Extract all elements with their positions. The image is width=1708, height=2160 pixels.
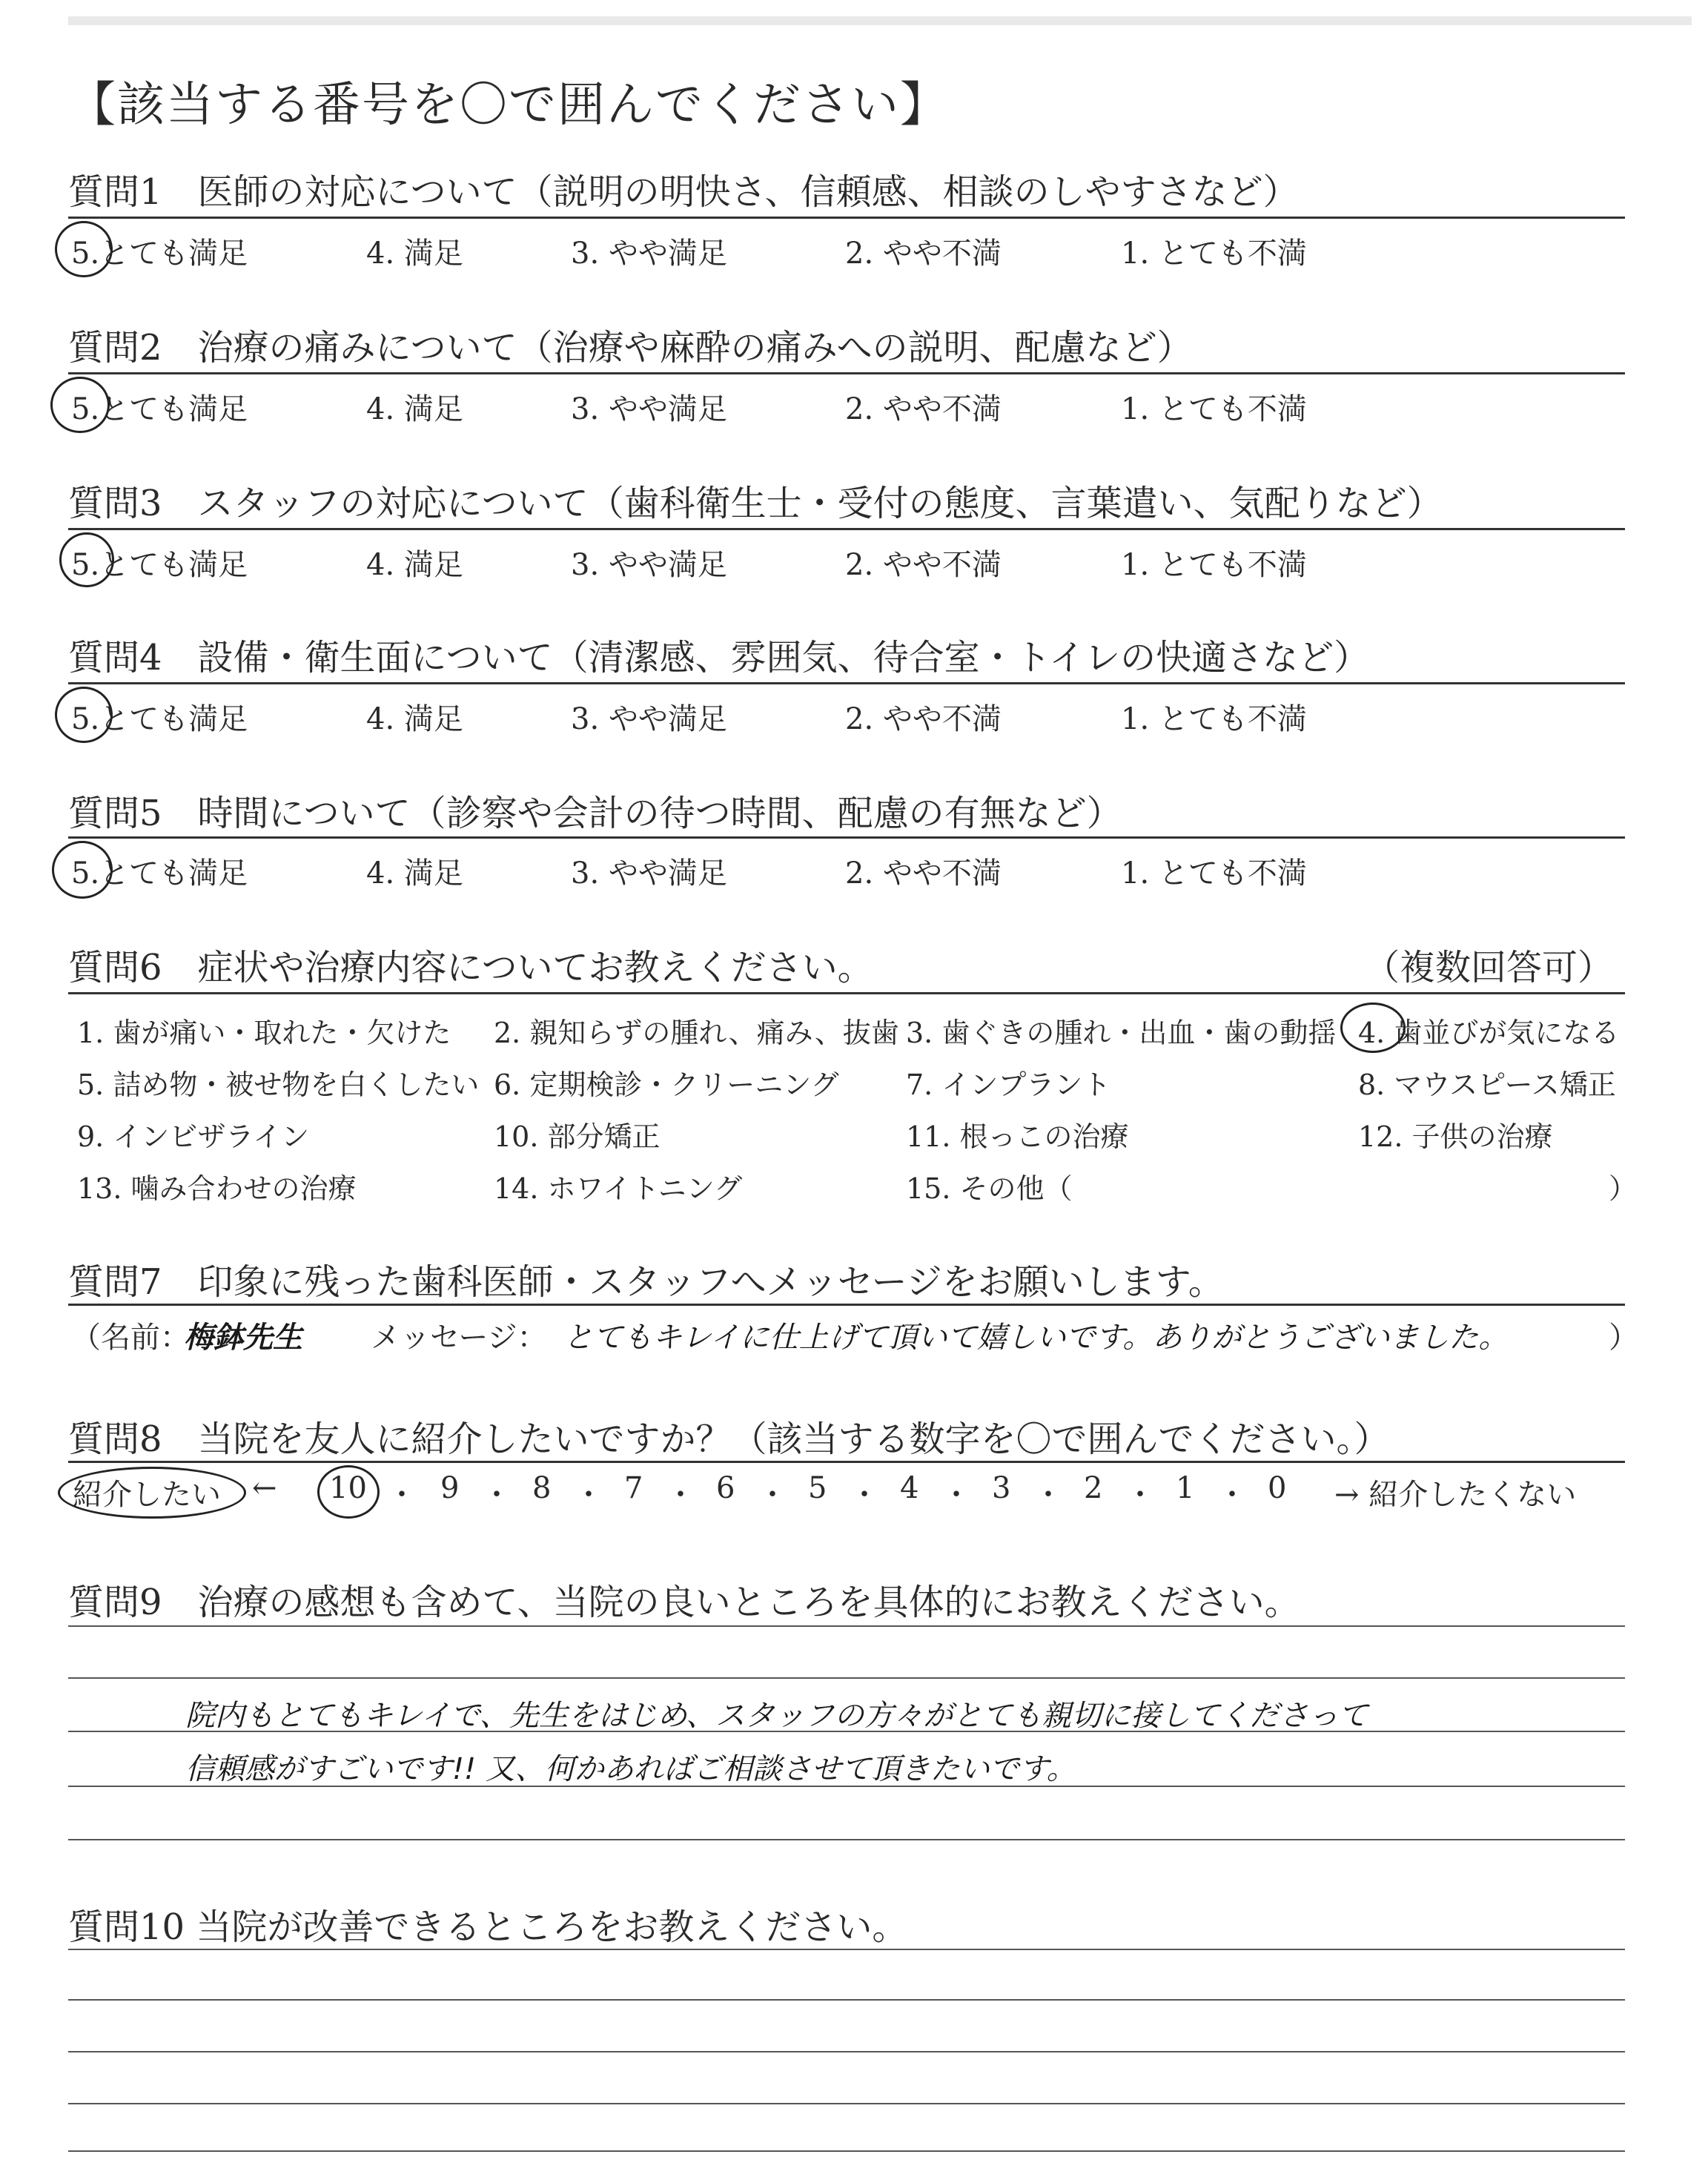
q3-option-4[interactable]: 4. 満足	[366, 548, 463, 582]
q2-selection-circle	[50, 377, 110, 433]
q8-sep-4: ・	[666, 1478, 695, 1512]
q1-selection-circle	[55, 221, 113, 277]
q5-option-3[interactable]: 3. やや満足	[571, 856, 727, 891]
q8-scale-6[interactable]: 6	[716, 1471, 735, 1505]
q3-option-2[interactable]: 2. やや不満	[845, 548, 1002, 582]
q6-option-6[interactable]: 6. 定期検診・クリーニング	[494, 1069, 839, 1101]
q8-left-label-circle	[58, 1467, 246, 1519]
question-8-rule	[68, 1461, 1625, 1463]
q4-option-2[interactable]: 2. やや不満	[845, 702, 1002, 736]
question-4-title: 質問4 設備・衛生面について（清潔感、雰囲気、待合室・トイレの快適さなど）	[68, 637, 1370, 678]
q6-option-2[interactable]: 2. 親知らずの腫れ、痛み、抜歯	[494, 1017, 899, 1049]
q6-option-10[interactable]: 10. 部分矯正	[494, 1120, 661, 1153]
question-6-note: （複数回答可）	[1364, 947, 1614, 988]
q2-option-5[interactable]: 5.とても満足	[71, 392, 248, 426]
q8-left-arrow: ←	[252, 1471, 277, 1505]
q8-scale-9[interactable]: 9	[440, 1471, 460, 1505]
q6-option-15-close: ）	[1609, 1172, 1638, 1205]
question-5-title: 質問5 時間について（診察や会計の待つ時間、配慮の有無など）	[68, 793, 1122, 834]
q5-selection-circle	[52, 841, 113, 899]
q6-option-1[interactable]: 1. 歯が痛い・取れた・欠けた	[77, 1017, 451, 1049]
q1-option-2[interactable]: 2. やや不満	[845, 237, 1002, 271]
q10-line-3	[68, 2051, 1625, 2052]
q8-sep-6: ・	[850, 1478, 879, 1512]
q8-right-label[interactable]: → 紹介したくない	[1334, 1478, 1577, 1512]
q8-sep-10: ・	[1217, 1478, 1247, 1512]
q3-selection-circle	[59, 532, 114, 587]
q6-option-14[interactable]: 14. ホワイトニング	[494, 1172, 743, 1205]
q2-option-3[interactable]: 3. やや満足	[571, 392, 727, 426]
question-7-rule	[68, 1304, 1625, 1306]
question-8-title: 質問8 当院を友人に紹介したいですか？（該当する数字を〇で囲んでください。）	[68, 1418, 1390, 1460]
q3-option-3[interactable]: 3. やや満足	[571, 548, 727, 582]
q7-message-value[interactable]: とてもキレイに仕上げて頂いて嬉しいです。ありがとうございました。	[563, 1321, 1509, 1355]
q9-line-1	[68, 1625, 1625, 1627]
q9-line-5	[68, 1839, 1625, 1840]
q8-sep-7: ・	[941, 1478, 971, 1512]
q7-close-paren: ）	[1609, 1321, 1638, 1355]
q8-sep-9: ・	[1125, 1478, 1155, 1512]
q8-sep-1: ・	[387, 1478, 417, 1512]
q8-selection-circle	[317, 1465, 380, 1519]
q6-option-13[interactable]: 13. 噛み合わせの治療	[77, 1172, 357, 1205]
q9-answer-line-1[interactable]: 院内もとてもキレイで、先生をはじめ、スタッフの方々がとても親切に接してくださって	[185, 1699, 1368, 1733]
q5-option-4[interactable]: 4. 満足	[366, 856, 463, 891]
question-3-title: 質問3 スタッフの対応について（歯科衛生士・受付の態度、言葉遣い、気配りなど）	[68, 483, 1443, 524]
question-6-title: 質問6 症状や治療内容についてお教えください。	[68, 947, 873, 988]
q4-option-1[interactable]: 1. とても不満	[1121, 702, 1307, 736]
question-9-title: 質問9 治療の感想も含めて、当院の良いところを具体的にお教えください。	[68, 1582, 1300, 1623]
q8-scale-2[interactable]: 2	[1084, 1471, 1103, 1505]
question-10-title: 質問10 当院が改善できるところをお教えください。	[68, 1906, 908, 1948]
q8-scale-3[interactable]: 3	[992, 1471, 1011, 1505]
scan-edge	[68, 16, 1692, 25]
q7-name-label: （名前：	[71, 1321, 190, 1355]
q4-option-4[interactable]: 4. 満足	[366, 702, 463, 736]
instruction-header: 【該当する番号を〇で囲んでください】	[68, 78, 949, 133]
question-1-title: 質問1 医師の対応について（説明の明快さ、信頼感、相談のしやすさなど）	[68, 171, 1299, 213]
question-6-rule	[68, 992, 1625, 994]
q8-sep-5: ・	[758, 1478, 787, 1512]
q8-sep-3: ・	[574, 1478, 603, 1512]
q8-scale-8[interactable]: 8	[532, 1471, 552, 1505]
q6-option-12[interactable]: 12. 子供の治療	[1358, 1120, 1553, 1153]
q8-scale-5[interactable]: 5	[808, 1471, 827, 1505]
q6-option-9[interactable]: 9. インビザライン	[77, 1120, 310, 1153]
q8-scale-10[interactable]: 10	[329, 1471, 367, 1505]
q2-option-4[interactable]: 4. 満足	[366, 392, 463, 426]
q10-line-1	[68, 1949, 1625, 1950]
q5-option-1[interactable]: 1. とても不満	[1121, 856, 1307, 891]
q6-option-5[interactable]: 5. 詰め物・被せ物を白くしたい	[77, 1069, 480, 1101]
q2-option-1[interactable]: 1. とても不満	[1121, 392, 1307, 426]
question-1-rule	[68, 217, 1625, 219]
q1-option-1[interactable]: 1. とても不満	[1121, 237, 1307, 271]
q10-line-5	[68, 2150, 1625, 2152]
q2-option-2[interactable]: 2. やや不満	[845, 392, 1002, 426]
q6-option-15[interactable]: 15. その他（	[906, 1172, 1073, 1205]
q1-option-4[interactable]: 4. 満足	[366, 237, 463, 271]
q4-option-5[interactable]: 5.とても満足	[71, 702, 248, 736]
q6-option-4[interactable]: 4. 歯並びが気になる	[1358, 1017, 1620, 1049]
q10-line-2	[68, 1999, 1625, 2001]
q7-message-label: メッセージ：	[371, 1321, 547, 1355]
q10-line-4	[68, 2103, 1625, 2104]
question-7-title: 質問7 印象に残った歯科医師・スタッフへメッセージをお願いします。	[68, 1261, 1224, 1303]
question-2-rule	[68, 372, 1625, 374]
q9-answer-line-2[interactable]: 信頼感がすごいです!! 又、何かあればご相談させて頂きたいです。	[185, 1752, 1076, 1786]
question-4-rule	[68, 682, 1625, 684]
question-5-rule	[68, 836, 1625, 839]
q8-scale-4[interactable]: 4	[900, 1471, 919, 1505]
q6-selection-circle	[1340, 1003, 1406, 1053]
q5-option-2[interactable]: 2. やや不満	[845, 856, 1002, 891]
q4-option-3[interactable]: 3. やや満足	[571, 702, 727, 736]
q7-name-value[interactable]: 梅鉢先生	[184, 1321, 302, 1355]
q3-option-1[interactable]: 1. とても不満	[1121, 548, 1307, 582]
q6-option-8[interactable]: 8. マウスピース矯正	[1358, 1069, 1616, 1101]
q3-option-5[interactable]: 5.とても満足	[71, 548, 248, 582]
q8-scale-0[interactable]: 0	[1268, 1471, 1287, 1505]
q8-scale-7[interactable]: 7	[624, 1471, 643, 1505]
q8-sep-8: ・	[1033, 1478, 1063, 1512]
question-3-rule	[68, 528, 1625, 530]
q6-option-7[interactable]: 7. インプラント	[906, 1069, 1111, 1101]
q8-sep-2: ・	[482, 1478, 512, 1512]
q4-selection-circle	[55, 687, 113, 743]
q9-line-2	[68, 1677, 1625, 1679]
q8-scale-1[interactable]: 1	[1176, 1471, 1195, 1505]
q8-left-label[interactable]: 紹介したい	[73, 1478, 221, 1512]
question-2-title: 質問2 治療の痛みについて（治療や麻酔の痛みへの説明、配慮など）	[68, 327, 1193, 369]
q5-option-5[interactable]: 5.とても満足	[71, 856, 248, 891]
q1-option-5[interactable]: 5.とても満足	[71, 237, 248, 271]
q1-option-3[interactable]: 3. やや満足	[571, 237, 727, 271]
q6-option-11[interactable]: 11. 根っこの治療	[906, 1120, 1129, 1153]
q6-option-3[interactable]: 3. 歯ぐきの腫れ・出血・歯の動揺	[906, 1017, 1337, 1049]
